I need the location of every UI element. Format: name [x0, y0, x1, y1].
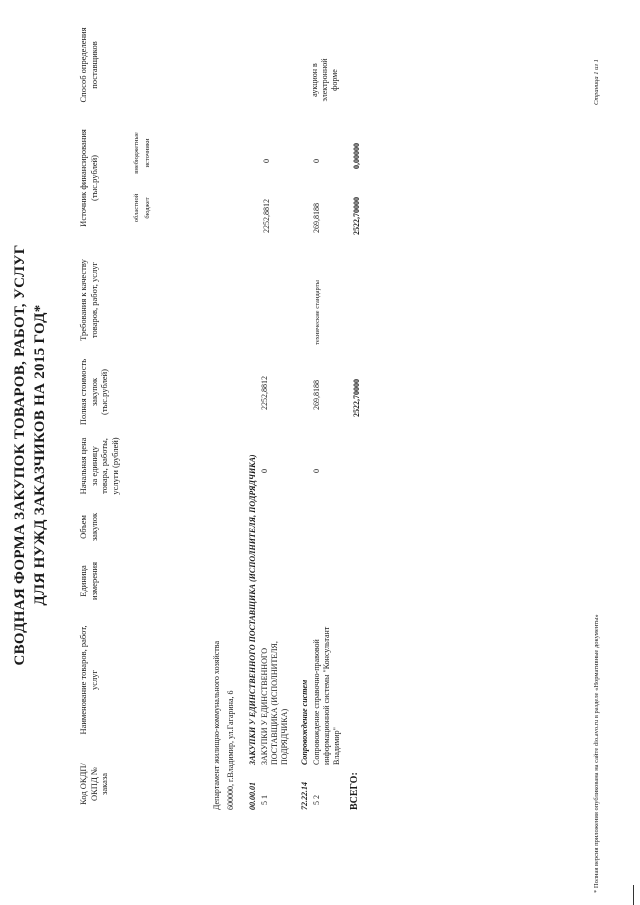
row-funding-extra: 0 — [262, 159, 271, 163]
row-total-cost: 2252,8812 — [260, 376, 269, 410]
row-funding-extra: 0 — [312, 159, 321, 163]
row-number: 5 1 — [260, 795, 269, 805]
header-unit: Единица измерения — [78, 562, 99, 600]
header-total-cost: Полная стоимость закупок (тыс.рублей) — [78, 358, 109, 426]
row-funding-regional: 269,8188 — [312, 203, 321, 233]
row-method: аукцион в электронной форме — [310, 58, 339, 102]
row-name: Сопровождение справочно-правовой информационной системы "Консультант Владимир" — [312, 626, 341, 765]
row-funding-regional: 2252,8812 — [262, 199, 271, 233]
row-total-cost: 269,8188 — [312, 380, 321, 410]
row-unit-price: 0 — [260, 469, 269, 473]
footnote: * Полная версия приложения опубликована на сайте dio.avo.ru в разделе «Нормативные документы» — [593, 614, 600, 893]
document-title-line-1: СВОДНАЯ ФОРМА ЗАКУПОК ТОВАРОВ, РАБОТ, УСЛУГ — [12, 244, 28, 666]
page-number: Страница 1 из 1 — [593, 59, 600, 105]
row-requirements: технические стандарты — [314, 280, 321, 345]
header-volume: Объем закупок — [78, 512, 99, 542]
header-funding-regional: областной бюджет — [133, 193, 151, 223]
customer-name: Департамент жилищно-коммунального хозяйства — [212, 641, 221, 810]
total-funding-extra: 0,00000 — [352, 143, 361, 169]
total-funding-regional: 2522,70000 — [352, 197, 361, 235]
margin-mark — [633, 885, 634, 905]
document-title-line-2: ДЛЯ НУЖД ЗАКАЗЧИКОВ НА 2015 ГОД* — [32, 304, 48, 606]
row-name: ЗАКУПКИ У ЕДИНСТВЕННОГО ПОСТАВЩИКА (ИСПОЛНИТЕЛЯ, ПОДРЯДЧИКА) — [260, 641, 289, 765]
header-funding: Источник финансирования (тыс.рублей) — [78, 129, 99, 227]
group-title: Сопровождение систем — [300, 679, 309, 765]
header-code: Код ОКДП/ ОКПД № заказа — [78, 763, 109, 805]
total-cost: 2522,70000 — [352, 379, 361, 417]
header-funding-extra: внебюджетные источники — [133, 132, 151, 174]
header-requirements: Требования к качеству товаров, работ, услуг — [78, 259, 99, 341]
group-code: 72.22.14 — [300, 782, 309, 810]
customer-address: 600000, г.Владимир, ул.Гагарина, 6 — [226, 690, 235, 810]
group-code: 00.00.01 — [248, 782, 257, 810]
header-method: Способ определения поставщиков — [78, 27, 99, 103]
row-unit-price: 0 — [312, 469, 321, 473]
total-label: ВСЕГО: — [349, 772, 360, 810]
header-name: Наименование товаров, работ, услуг — [78, 625, 99, 735]
group-title: ЗАКУПКИ У ЕДИНСТВЕННОГО ПОСТАВЩИКА (ИСПОЛНИТЕЛЯ, ПОДРЯДЧИКА) — [248, 454, 257, 765]
header-unit-price: Начальная цена за единицу товара, работы, услуги (рублей) — [78, 437, 120, 495]
row-number: 5 2 — [312, 795, 321, 805]
